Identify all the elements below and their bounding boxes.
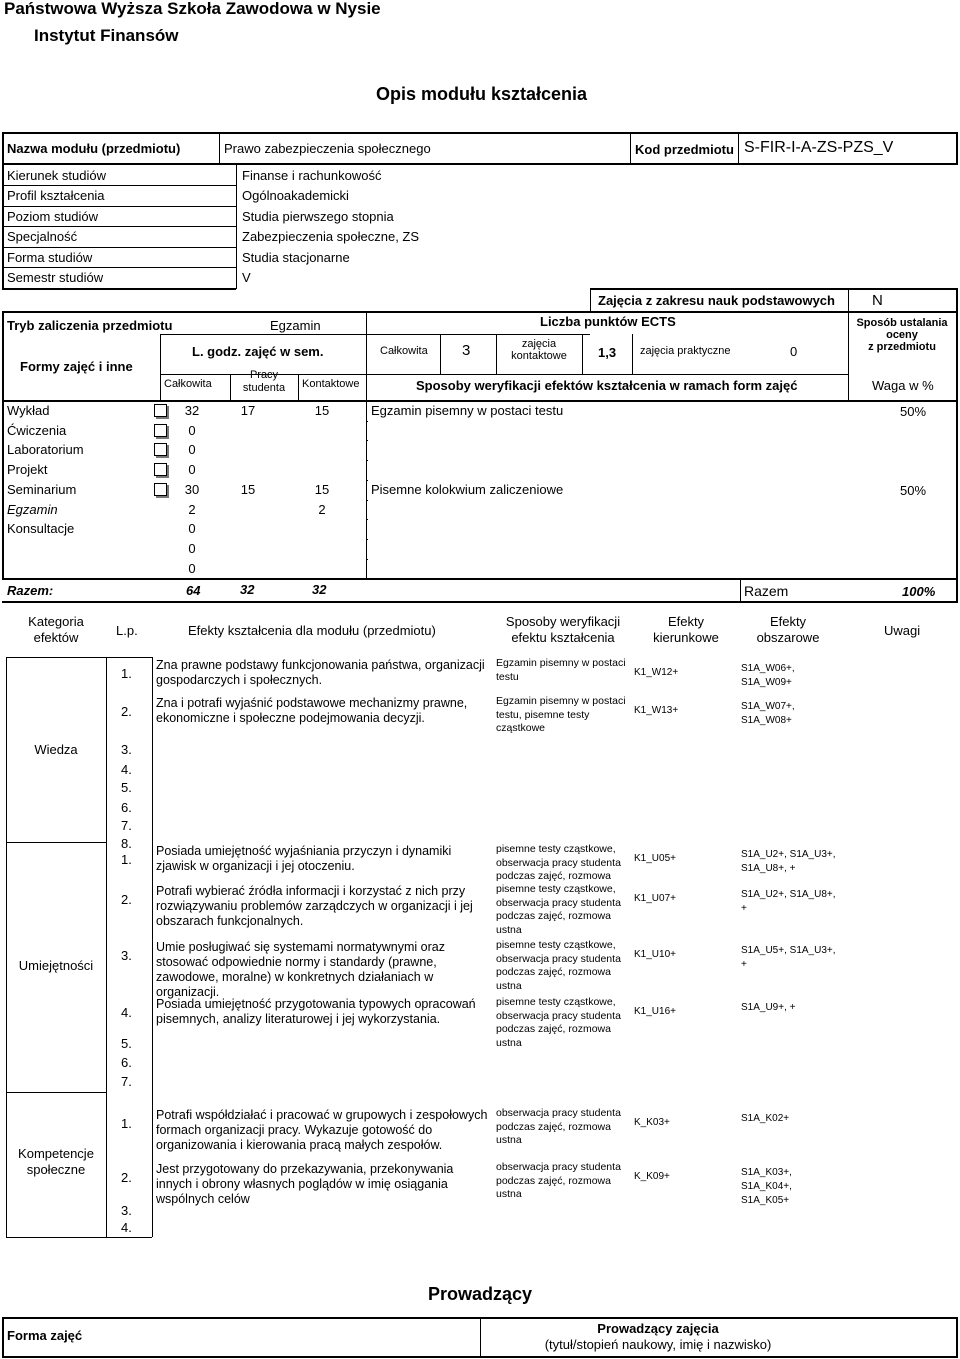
social-area-effect: S1A_K03+, S1A_K04+, S1A_K05+ bbox=[741, 1167, 792, 1206]
skills-description: Potrafi wybierać źródła informacji i korzystać z nich przy rozwiązywaniu problemów zarządczych w organizacji i jej obszarach funkcjonalnych. bbox=[156, 884, 473, 928]
skills-verification: pisemne testy cząstkowe, obserwacja pracy studenta podczas zajęć, rozmowa ustna bbox=[496, 996, 621, 1049]
knowledge-direction-effect: K1_W13+ bbox=[634, 705, 679, 716]
social-area-effect: S1A_K02+ bbox=[741, 1113, 790, 1124]
social-direction-effect: K_K03+ bbox=[634, 1117, 670, 1128]
skills-direction-effect: K1_U07+ bbox=[634, 893, 676, 904]
form-row-total: 0 bbox=[188, 462, 196, 477]
info-value: Zabezpieczenia społeczne, ZS bbox=[242, 229, 420, 244]
sum-right-label: Razem bbox=[744, 583, 789, 599]
sum-total: 64 bbox=[186, 583, 201, 598]
skills-lp: 5. bbox=[121, 1036, 132, 1051]
knowledge-lp: 7. bbox=[121, 818, 132, 833]
skills-lp: 6. bbox=[121, 1055, 132, 1070]
sum-contact: 32 bbox=[312, 582, 327, 597]
ects-practical-value: 0 bbox=[790, 344, 798, 359]
skills-description: Posiada umiejętność przygotowania typowych opracowań pisemnych, analizy literaturowej i jej wykorzystania. bbox=[156, 997, 476, 1026]
effects-direction-header: Efekty kierunkowe bbox=[653, 614, 719, 645]
knowledge-verification: Egzamin pisemny w postaci testu, pisemne testy cząstkowe bbox=[496, 695, 626, 734]
col-total-label: Całkowita bbox=[164, 378, 212, 390]
basic-sciences-value: N bbox=[872, 292, 883, 309]
form-row-contact: 15 bbox=[314, 482, 330, 497]
form-row-weight: 50% bbox=[900, 404, 927, 419]
skills-direction-effect: K1_U05+ bbox=[634, 853, 676, 864]
col-work-label: Pracy studenta bbox=[242, 369, 286, 394]
knowledge-lp: 2. bbox=[121, 704, 132, 719]
knowledge-area-effect: S1A_W06+, S1A_W09+ bbox=[741, 663, 795, 688]
sum-weight: 100% bbox=[902, 584, 936, 599]
document-title: Opis modułu kształcenia bbox=[376, 84, 588, 104]
form-row-total: 0 bbox=[188, 442, 196, 457]
skills-area-effect: S1A_U2+, S1A_U3+, S1A_U8+, + bbox=[741, 849, 836, 874]
skills-description: Posiada umiejętność wyjaśniania przyczyn i dynamiki zjawisk w organizacji i jej otoczeniu. bbox=[156, 844, 452, 873]
module-code-value: S-FIR-I-A-ZS-PZS_V bbox=[744, 139, 894, 156]
sum-work: 32 bbox=[240, 582, 255, 597]
ects-total-label: Całkowita bbox=[380, 345, 428, 357]
knowledge-description: Zna i potrafi wyjaśnić podstawowe mechanizmy prawne, ekonomiczne i społeczne podejmowania decyzji. bbox=[156, 696, 468, 725]
form-row-contact: 15 bbox=[314, 403, 330, 418]
form-row-name: Egzamin bbox=[7, 502, 58, 517]
info-label: Kierunek studiów bbox=[7, 168, 106, 183]
effects-area-header: Efekty obszarowe bbox=[756, 614, 820, 645]
form-row-name: Ćwiczenia bbox=[7, 423, 67, 438]
knowledge-lp: 4. bbox=[121, 762, 132, 777]
form-row-checkbox[interactable] bbox=[154, 404, 167, 417]
sum-label: Razem: bbox=[7, 583, 54, 598]
form-row-total: 0 bbox=[188, 521, 196, 536]
category-social: Kompetencje społeczne bbox=[18, 1146, 94, 1177]
social-verification: obserwacja pracy studenta podczas zajęć, rozmowa ustna bbox=[496, 1107, 621, 1146]
info-value: Studia pierwszego stopnia bbox=[242, 209, 394, 224]
form-row-name: Konsultacje bbox=[7, 521, 75, 536]
skills-direction-effect: K1_U10+ bbox=[634, 949, 676, 960]
footer-teacher-label: Prowadzący zajęcia (tytuł/stopień naukowy, imię i nazwisko) bbox=[544, 1321, 772, 1352]
skills-direction-effect: K1_U16+ bbox=[634, 1006, 676, 1017]
form-row-work: 17 bbox=[240, 403, 256, 418]
col-methods-label: Sposoby weryfikacji efektów kształcenia w ramach form zajęć bbox=[416, 378, 798, 393]
effects-category-header: Kategoria efektów bbox=[28, 614, 84, 645]
info-label: Profil kształcenia bbox=[7, 188, 105, 203]
skills-verification: pisemne testy cząstkowe, obserwacja pracy studenta podczas zajęć, rozmowa ustna bbox=[496, 883, 621, 936]
assessment-mode-value: Egzamin bbox=[270, 318, 321, 333]
social-lp: 2. bbox=[121, 1170, 132, 1185]
form-row-weight: 50% bbox=[900, 483, 927, 498]
form-row-method: Egzamin pisemny w postaci testu bbox=[371, 403, 564, 418]
module-code-label: Kod przedmiotu bbox=[635, 142, 734, 157]
knowledge-description: Zna prawne podstawy funkcjonowania państwa, organizacji gospodarczych i społecznych. bbox=[156, 658, 485, 687]
form-row-contact: 2 bbox=[318, 502, 326, 517]
form-row-total: 2 bbox=[188, 502, 196, 517]
ects-total-value: 3 bbox=[462, 342, 471, 359]
assessment-mode-label: Tryb zaliczenia przedmiotu bbox=[7, 318, 173, 333]
knowledge-direction-effect: K1_W12+ bbox=[634, 667, 679, 678]
ects-contact-label: zajęcia kontaktowe bbox=[511, 338, 567, 362]
category-skills: Umiejętności bbox=[18, 958, 94, 973]
social-lp: 3. bbox=[121, 1203, 132, 1218]
footer-title: Prowadzący bbox=[428, 1284, 533, 1304]
form-row-total: 0 bbox=[188, 423, 196, 438]
knowledge-lp: 3. bbox=[121, 742, 132, 757]
info-value: Finanse i rachunkowość bbox=[242, 168, 382, 183]
social-verification: obserwacja pracy studenta podczas zajęć, rozmowa ustna bbox=[496, 1161, 621, 1200]
knowledge-lp: 8. bbox=[121, 836, 132, 851]
module-name-label: Nazwa modułu (przedmiotu) bbox=[7, 141, 181, 156]
skills-area-effect: S1A_U9+, + bbox=[741, 1002, 796, 1013]
footer-form-label: Forma zajęć bbox=[7, 1328, 83, 1343]
skills-area-effect: S1A_U5+, S1A_U3+, + bbox=[741, 945, 836, 970]
info-value: V bbox=[242, 270, 251, 285]
form-row-total: 0 bbox=[188, 541, 196, 556]
info-value: Ogólnoakademicki bbox=[242, 188, 349, 203]
form-row-total: 30 bbox=[184, 482, 200, 497]
info-label: Specjalność bbox=[7, 229, 78, 244]
social-description: Potrafi współdziałać i pracować w grupowych i zespołowych formach organizacji pracy. Wykazuje gotowość do organizowania i kierowania pracą małych zespołów. bbox=[156, 1108, 488, 1152]
effects-description-header: Efekty kształcenia dla modułu (przedmiotu) bbox=[188, 623, 436, 638]
form-row-total: 0 bbox=[188, 561, 196, 576]
form-row-name: Projekt bbox=[7, 462, 48, 477]
hours-label: L. godz. zajęć w sem. bbox=[192, 344, 324, 359]
ects-label: Liczba punktów ECTS bbox=[540, 314, 676, 329]
skills-verification: pisemne testy cząstkowe, obserwacja pracy studenta podczas zajęć, rozmowa ustna bbox=[496, 939, 621, 992]
effects-lp-header: L.p. bbox=[116, 623, 138, 638]
social-lp: 4. bbox=[121, 1220, 132, 1235]
forms-title: Formy zajęć i inne bbox=[20, 359, 133, 374]
form-row-checkbox[interactable] bbox=[154, 443, 167, 456]
skills-area-effect: S1A_U2+, S1A_U8+, + bbox=[741, 889, 836, 914]
school-name: Państwowa Wyższa Szkoła Zawodowa w Nysie bbox=[4, 0, 381, 18]
skills-verification: pisemne testy cząstkowe, obserwacja pracy studenta podczas zajęć, rozmowa bbox=[496, 843, 621, 882]
social-direction-effect: K_K09+ bbox=[634, 1171, 670, 1182]
social-lp: 1. bbox=[121, 1116, 132, 1131]
form-row-name: Seminarium bbox=[7, 482, 77, 497]
knowledge-lp: 6. bbox=[121, 800, 132, 815]
form-row-checkbox[interactable] bbox=[154, 483, 167, 496]
ects-practical-label: zajęcia praktyczne bbox=[640, 345, 731, 357]
assessment-method-header: Sposób ustalania oceny z przedmiotu bbox=[856, 317, 948, 353]
form-row-checkbox[interactable] bbox=[154, 463, 167, 476]
institute-name: Instytut Finansów bbox=[34, 26, 179, 45]
ects-contact-value: 1,3 bbox=[598, 345, 617, 360]
col-contact-label: Kontaktowe bbox=[302, 378, 360, 390]
info-label: Poziom studiów bbox=[7, 209, 99, 224]
category-knowledge: Wiedza bbox=[34, 742, 78, 757]
skills-lp: 2. bbox=[121, 892, 132, 907]
col-weight-label: Waga w % bbox=[872, 378, 934, 393]
skills-lp: 7. bbox=[121, 1074, 132, 1089]
social-description: Jest przygotowany do przekazywania, przekonywania innych i obrony własnych poglądów w imię osiągania wspólnych celów bbox=[156, 1162, 454, 1206]
form-row-method: Pisemne kolokwium zaliczeniowe bbox=[371, 482, 564, 497]
info-label: Semestr studiów bbox=[7, 270, 104, 285]
knowledge-verification: Egzamin pisemny w postaci testu bbox=[496, 657, 626, 683]
form-row-checkbox[interactable] bbox=[154, 424, 167, 437]
form-row-name: Wykład bbox=[7, 403, 50, 418]
skills-description: Umie posługiwać się systemami normatywnymi oraz stosować odpowiednie normy i standardy (prawne, zawodowe, moralne) w konkretnych działaniach w organizacji. bbox=[156, 940, 445, 999]
knowledge-lp: 5. bbox=[121, 780, 132, 795]
skills-lp: 1. bbox=[121, 852, 132, 867]
effects-notes-header: Uwagi bbox=[884, 623, 921, 638]
skills-lp: 3. bbox=[121, 948, 132, 963]
form-row-work: 15 bbox=[240, 482, 256, 497]
info-value: Studia stacjonarne bbox=[242, 250, 350, 265]
module-name-value: Prawo zabezpieczenia społecznego bbox=[224, 141, 431, 156]
knowledge-area-effect: S1A_W07+, S1A_W08+ bbox=[741, 701, 795, 726]
form-row-name: Laboratorium bbox=[7, 442, 84, 457]
effects-verification-header: Sposoby weryfikacji efektu kształcenia bbox=[505, 614, 621, 645]
form-row-total: 32 bbox=[184, 403, 200, 418]
info-label: Forma studiów bbox=[7, 250, 93, 265]
basic-sciences-label: Zajęcia z zakresu nauk podstawowych bbox=[598, 293, 835, 308]
knowledge-lp: 1. bbox=[121, 666, 132, 681]
skills-lp: 4. bbox=[121, 1005, 132, 1020]
